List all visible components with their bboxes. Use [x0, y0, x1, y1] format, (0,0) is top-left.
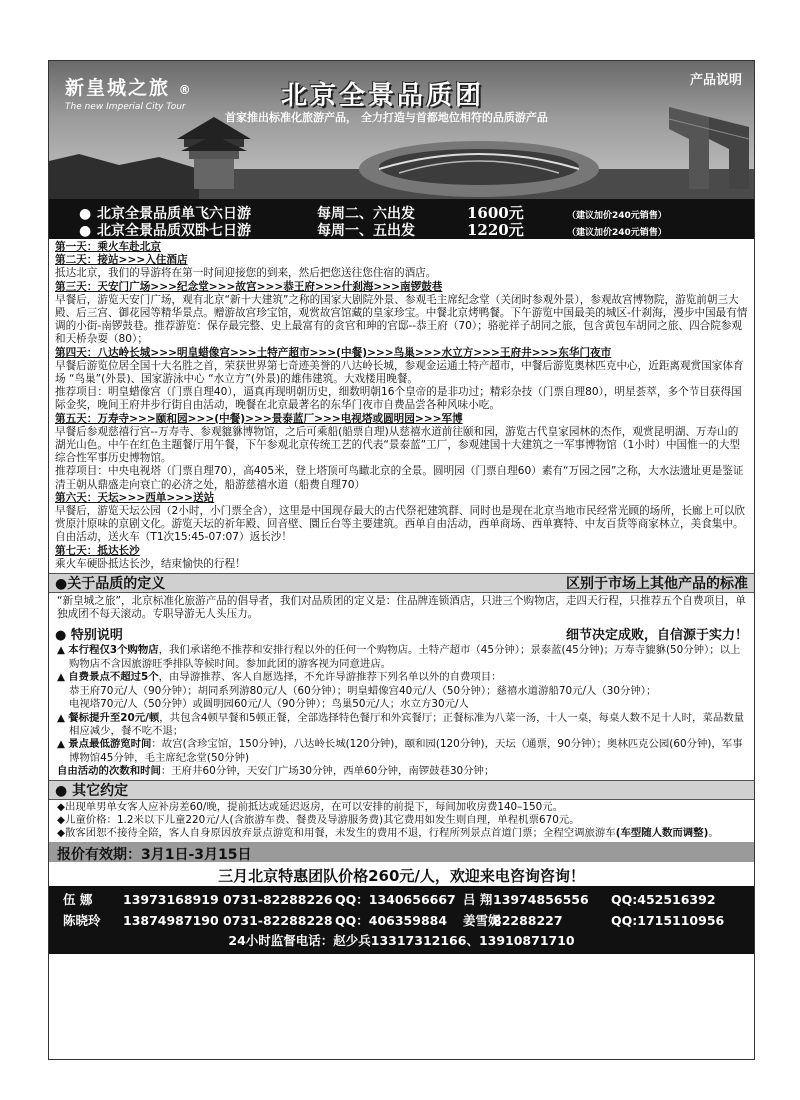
self-pay-list-2: 电视塔70元/人（50分钟）或圆明园60元/人（90分钟）；鸟巢50元/人；水立方30元/人	[69, 698, 469, 711]
price-note: （建议加价240元销售）	[567, 228, 667, 238]
contact-block	[49, 886, 754, 954]
validity-banner: 报价有效期：3月1日-3月15日	[49, 842, 754, 862]
contact-name: 陈晓玲	[63, 913, 101, 929]
bullet-icon: ●	[55, 576, 68, 593]
day-7-text: 乘火车硬卧抵达长沙，结束愉快的行程！	[55, 557, 246, 570]
bullet-icon: ●	[55, 627, 71, 643]
tour-frequency: 每周二、六出发	[317, 206, 415, 222]
contact-name: 姜雪妮	[463, 913, 501, 929]
day-5-text: 早餐后参观慈禧行宫--万寿寺、参观貔貅博物馆，之后可乘船(船票自理)从慈禧水道前往颐和园，游览古代皇家园林的杰作，观赏昆明湖、万寿山的湖光山色。中午在红色主题餐厅用午餐，下午参观北京传统工艺的代表“景泰蓝”工厂，参观建国十大建筑之一军事博物馆（1小时）中国惟一的大型综合性军事历史博物馆。	[55, 425, 741, 465]
contact-phone[interactable]: 82288227	[493, 912, 563, 928]
note-lead: 景点最低游览时间	[68, 738, 152, 751]
other-item-text: ◆散客团恕不接待全陪，客人自身原因放弃景点游览和用餐，未发生的费用不退，行程所列景点首道门票；全程空调旅游车	[57, 827, 616, 840]
bullet-icon: ●	[55, 782, 73, 799]
day-5-recommend: 推荐项目：中央电视塔（门票自理70），高405米，登上塔顶可鸟瞰北京的全景。圆明园（门票自理60）素有“万园之园”之称，大水法遗址更是鉴证清王朝从鼎盛走向衰亡的必济之处，船游慈禧水道（船费自理70）	[55, 465, 744, 491]
day-1-title: 第一天：乘火车赴北京	[55, 241, 161, 253]
price-row	[79, 202, 724, 222]
supervision-hotline[interactable]: 24小时监督电话：赵少兵13317312166、13910871710	[228, 932, 575, 948]
other-item	[57, 827, 746, 840]
day-5-title: 第五天：万寿寺>>>颐和园>>>(中餐)>>>景泰蓝厂>>>电视塔或圆明园>>>军博	[55, 412, 463, 425]
contact-qq: QQ:1715110956	[611, 912, 725, 928]
contact-phone[interactable]: 0731-82288226	[223, 891, 333, 907]
day-3-title: 第三天：天安门广场>>>纪念堂>>>故宫>>>恭王府>>>什刹海>>>南锣鼓巷	[55, 280, 443, 293]
day-2-text: 抵达北京，我们的导游将在第一时间迎接您的到来，然后把您送往您住宿的酒店。	[55, 267, 437, 280]
day-4-recommend: 推荐项目：明皇蜡像宫（门票自理40），逼真再现明朝历史，细数明朝16个皇帝的是非功过；精彩杂技（门票自理80），明星荟萃，多个节目获得国际金奖，晚间王府井步行街自由活动，晚餐在北京最著名的东华门夜市自费品尝各种风味小吃。	[55, 386, 742, 412]
tour-frequency: 每周一、五出发	[317, 223, 415, 239]
other-item-bold: (车型随人数而调整)	[615, 827, 709, 840]
other-title: 其它约定	[72, 782, 129, 799]
note-shopping: ▲ 本行程仅3个购物店，我们承诺绝不推荐和安排行程以外的任何一个购物店。土特产超市（45分钟）；景泰蓝(45分钟)；万寿寺貔貅(50分钟）；以上购物店不含因旅游旺季排队等候时间。参加此团的游客视为同意进店。	[57, 644, 741, 670]
special-notes	[49, 643, 754, 779]
price-row	[79, 219, 724, 239]
contact-row	[63, 910, 740, 931]
tour-name: 北京全景品质双卧七日游	[97, 223, 251, 239]
price-bar	[49, 199, 754, 239]
contact-mobile[interactable]: 13973168919	[123, 891, 219, 907]
self-pay-list-1: 恭王府70元/人（90分钟）；胡同系列游80元/人（60分钟）；明皇蜡像宫40元/人（50分钟）；慈禧水道游船70元/人（30分钟）；	[69, 684, 657, 697]
note-text: ，由导游推荐、客人自愿选择，不允许导游推荐下列名单以外的自费项目：	[158, 671, 502, 684]
special-slogan: 细节决定成败，自信源于实力！	[565, 627, 748, 643]
other-item: ◆儿童价格：1.2米以下儿童220元/人(含旅游车费、餐费及导游服务费)其它费用如发生则自理，单程机票670元。	[57, 813, 580, 826]
brand-name-cn: 新皇城之旅	[65, 77, 171, 99]
note-visit-time: ▲ 景点最低游览时间：故宫(含珍宝馆，150分钟)，八达岭长城(120分钟)，颐和园(120分钟)，天坛（通票，90分钟）；奥林匹克公园(60分钟)，军事博物馆45分钟，毛主席纪念堂(50分钟)	[57, 738, 743, 764]
definition-slogan: 区别于市场上其他产品的标准	[566, 576, 748, 593]
tour-price: 1220元	[467, 221, 524, 239]
header-banner	[49, 61, 754, 199]
note-text: ：王府井60分钟，天安门广场30分钟，西单60分钟，南锣鼓巷30分钟；	[160, 765, 495, 778]
special-header	[49, 623, 754, 643]
tour-name: 北京全景品质单飞六日游	[97, 206, 251, 222]
bullet-icon: ●	[79, 206, 92, 222]
contact-qq: QQ：406359884	[335, 913, 448, 929]
day-6-text: 早餐后，游览天坛公园（2小时，小门票全含），这里是中国现存最大的古代祭祀建筑群、同时也是现在北京当地市民经常光顾的场所，长廊上可以欣赏原汁原味的京剧文化。游览天坛的祈年殿、回音壁、圜丘台等主要建筑。西单自由活动，西单商场、西单赛特、中友百货等商家林立，美食集中。自由活动，送火车（T1次15:45-07:07）返长沙！	[55, 505, 746, 544]
brochure	[48, 60, 755, 1060]
contact-mobile[interactable]: 13874987190	[123, 912, 219, 928]
special-title: 特别说明	[70, 627, 123, 643]
day-4-title: 第四天：八达岭长城>>>明皇蜡像宫>>>土特产超市>>>(中餐)>>>鸟巢>>>水立方>>>王府井>>>东华门夜市	[55, 346, 612, 359]
tour-price: 1600元	[467, 204, 524, 222]
contact-name: 伍 娜	[63, 892, 93, 908]
definition-header	[49, 573, 754, 593]
definition-text: “新皇城之旅”，北京标准化旅游产品的倡导者，我们对品质团的定义是：住品牌连锁酒店，只进三个购物店，走四天行程，只推荐五个自费项目，单独成团不每天滚动。专职导游无人头压力。	[57, 595, 746, 621]
note-text: ，共包含4顿早餐和5顿正餐，全部选择特色餐厅和外宾餐厅；正餐标准为八菜一汤，十人一桌，每桌人数不足十人时，菜品数量相应减少，餐不吃不退；	[69, 711, 744, 737]
contact-qq: QQ：1340656667	[335, 892, 456, 908]
promo-line: 三月北京特惠团队价格260元/人，欢迎来电咨询咨询！	[218, 866, 585, 885]
contact-name: 吕 翔	[463, 892, 493, 908]
note-text: ：故宫(含珍宝馆，150分钟)，八达岭长城(120分钟)，颐和园(120分钟)，天坛（通票，90分钟）；奥林匹克公园(60分钟)，军事博物馆45分钟，毛主席纪念堂(50分钟)	[69, 738, 743, 764]
brand-logo	[65, 73, 193, 112]
note-self-pay: ▲ 自费景点不超过5个，由导游推荐、客人自愿选择，不允许导游推荐下列名单以外的自费项目：	[57, 671, 502, 684]
brand-name-en: The new Imperial City Tour	[65, 102, 186, 112]
price-note: （建议加价240元销售）	[567, 211, 667, 221]
registered-mark: ®	[178, 83, 193, 97]
note-lead: 本行程仅3个购物店	[68, 644, 159, 657]
other-item: ◆出现单男单女客人应补房差60/晚，提前抵达或延迟返房，在可以安排的前提下，每间加收房费140–150元。	[57, 800, 563, 813]
product-tag: 产品说明	[689, 73, 742, 88]
note-lead: 自费景点不超过5个	[68, 671, 159, 684]
other-item-end: 。	[708, 827, 719, 840]
note-lead: 自由活动的次数和时间	[57, 765, 161, 778]
contact-qq: QQ:452516392	[611, 891, 716, 907]
note-text: ，我们承诺绝不推荐和安排行程以外的任何一个购物店。土特产超市（45分钟）；景泰蓝(45分钟)；万寿寺貔貅(50分钟）；以上购物店不含因旅游旺季排队等候时间。参加此团的游客视为同意进店。	[69, 644, 741, 670]
day-2-title: 第二天：接站>>>入住酒店	[55, 254, 188, 267]
itinerary	[49, 239, 754, 573]
day-3-text: 早餐后，游览天安门广场，观有北京“新十大建筑”之称的国家大剧院外景、参观毛主席纪念堂（关闭时参观外景），参观故宫博物院，游览前朝三大殿、后三宫、御花园等精华景点。赠游故宫珍宝馆，观赏故宫馆藏的皇家珍宝。中餐北京烤鸭餐。下午游览中国最美的城区-什刹海，漫步中国最有情调的小街-南锣鼓巷。推荐游览：保存最完整、史上最富有的贪官和珅的官邸--恭王府（70）；骆驼祥子胡同之旅，包含黄包车胡同之旅、四合院参观和天桥杂耍（80）；	[55, 293, 748, 346]
bullet-icon: ●	[79, 223, 92, 239]
day-4-text: 早餐后游览位居全国十大名胜之首，荣获世界第七奇迹美誉的八达岭长城，参观金运通土特产超市，中餐后游览奥林匹克中心，近距离观赏国家体育场 “鸟巢”(外景)、国家游泳中心 “水立方”(外景)的雄伟建筑。大戏楼用晚餐。	[55, 359, 744, 386]
day-7-title: 第七天：抵达长沙	[55, 544, 140, 557]
definition-title: 关于品质的定义	[67, 576, 166, 593]
note-free-time	[57, 765, 746, 778]
other-notes	[49, 800, 754, 842]
banner-subtitle: 首家推出标准化旅游产品， 全力打造与首都地位相符的品质游产品	[225, 111, 548, 124]
other-header	[49, 780, 754, 800]
page-title: 北京全景品质团	[281, 81, 485, 111]
note-meals: ▲ 餐标提升至20元/顿，共包含4顿早餐和5顿正餐，全部选择特色餐厅和外宾餐厅；正餐标准为八菜一汤，十人一桌，每桌人数不足十人时，菜品数量相应减少，餐不吃不退；	[57, 711, 744, 737]
contact-row	[63, 889, 740, 910]
note-lead: 餐标提升至20元/顿	[68, 711, 160, 724]
contact-mobile[interactable]: 13974856556	[493, 891, 589, 907]
day-6-title: 第六天：天坛>>>西单>>>送站	[55, 491, 215, 504]
contact-phone[interactable]: 0731-82288228	[223, 912, 333, 928]
